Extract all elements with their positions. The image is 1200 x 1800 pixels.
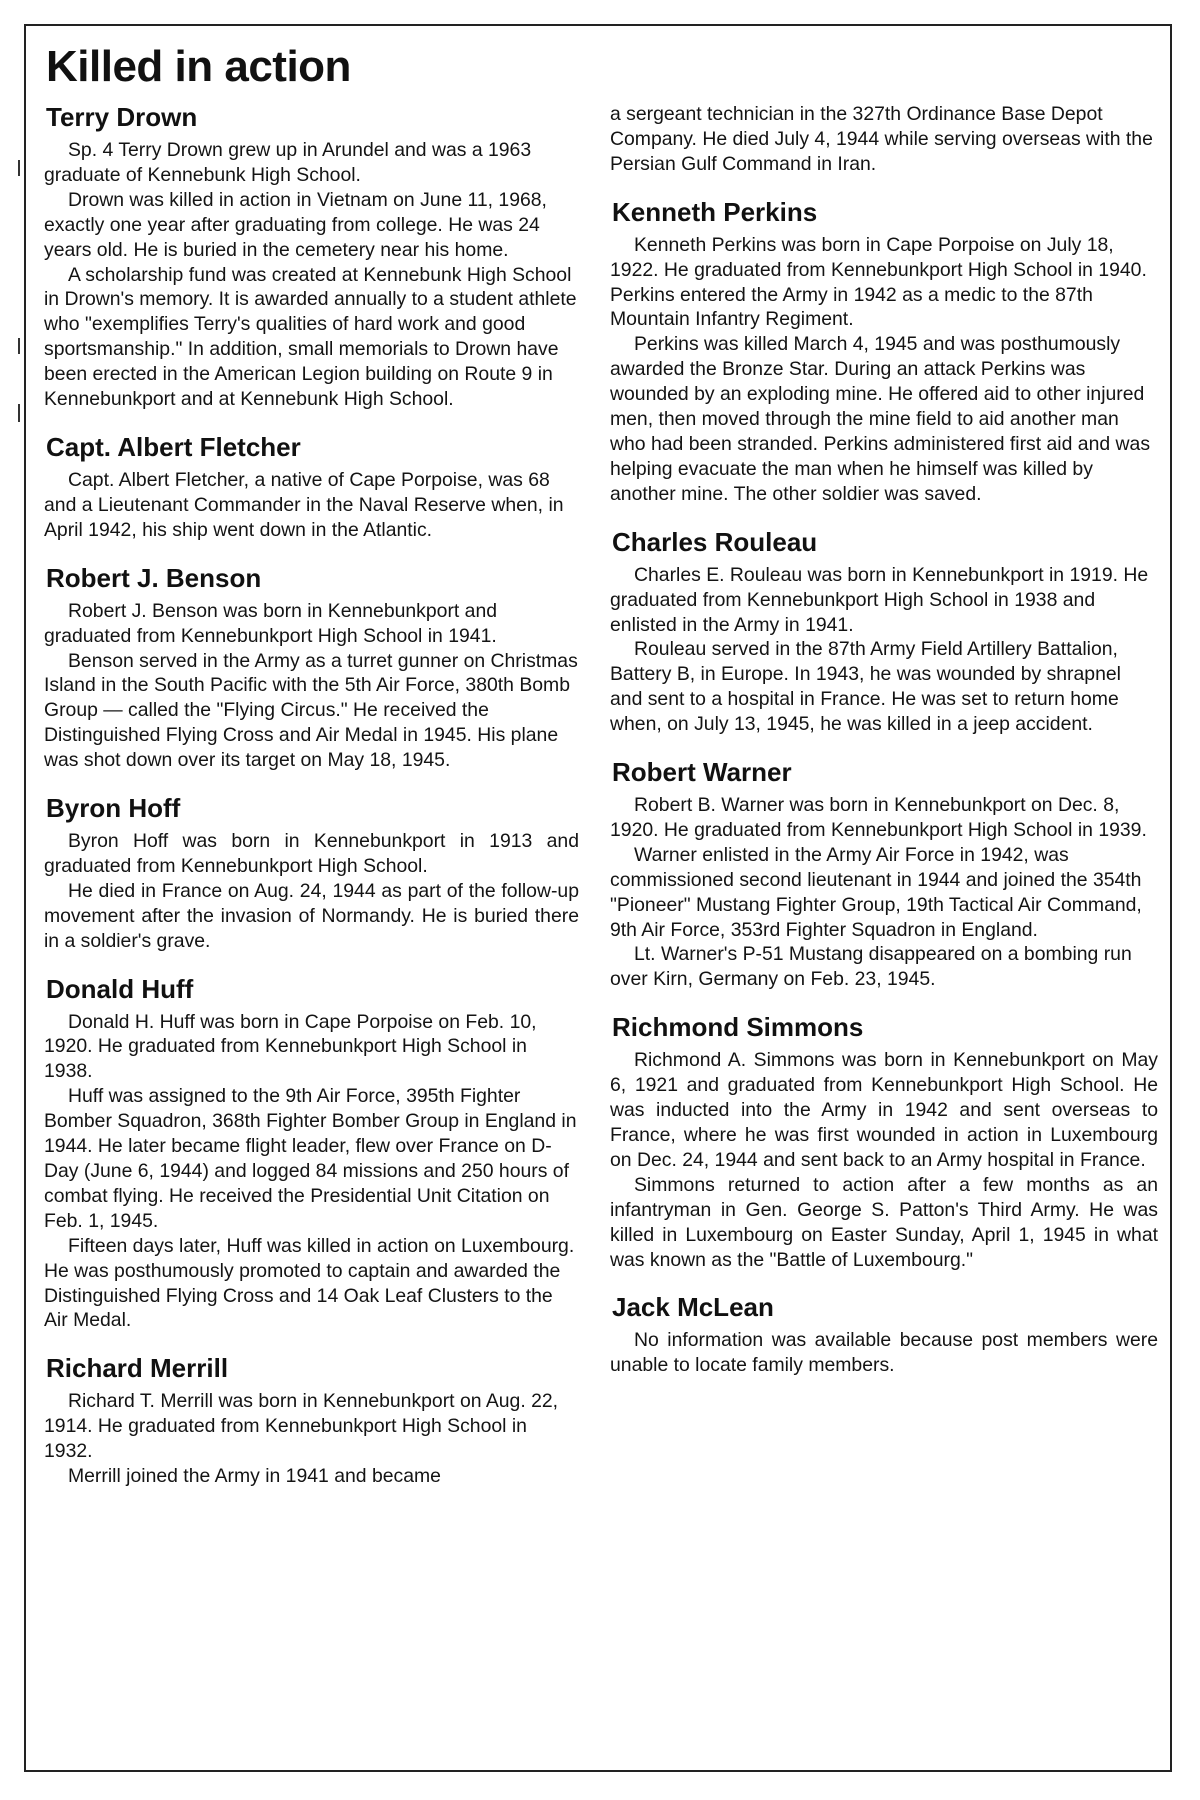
entry-paragraph: Kenneth Perkins was born in Cape Porpoise on July 18, 1922. He graduated from Kennebunkport High School in 1940. Perkins entered the Army in 1942 as a medic to the 87th Mountain Infantry Regiment. [610, 233, 1147, 331]
entry-name: Byron Hoff [46, 793, 181, 824]
entry-paragraph: Benson served in the Army as a turret gunner on Christmas Island in the South Pacific with the 5th Air Force, 380th Bomb Group — called the "Flying Circus." He received the Distinguished Flying Cross and Air Medal in 1945. His plane was shot down over its target on May 18, 1945. [44, 649, 578, 772]
memorial-entry [44, 793, 579, 954]
memorial-entry [610, 1012, 1158, 1272]
entry-paragraph: He died in France on Aug. 24, 1944 as part of the follow-up movement after the invasion of Normandy. He is buried there in a soldier's grave. [44, 879, 579, 952]
entry-name: Jack McLean [612, 1292, 774, 1323]
entry-paragraph: Byron Hoff was born in Kennebunkport in 1913 and graduated from Kennebunkport High School. [44, 830, 579, 877]
entry-paragraph: Perkins was killed March 4, 1945 and was posthumously awarded the Bronze Star. During an attack Perkins was wounded by an exploding mine. He offered aid to other injured men, then moved through the mine field to aid another man who had been stranded. Perkins administered first aid and was helping evacuate the man when he himself was killed by another mine. The other soldier was saved. [610, 333, 1151, 505]
entry-paragraph: A scholarship fund was created at Kennebunk High School in Drown's memory. It is awarded annually to a student athlete who "exemplifies Terry's qualities of hard work and good sportsmanship." In addition, small memorials to Drown have been erected in the American Legion building on Route 9 in Kennebunkport and at Kennebunk High School. [44, 263, 577, 411]
entry-paragraph: Richmond A. Simmons was born in Kennebunkport on May 6, 1921 and graduated from Kennebunkport High School. He was inducted into the Army in 1942 and sent overseas to France, where he was first wounded in action in Luxembourg on Dec. 24, 1944 and sent back to an Army hospital in France. [610, 1049, 1158, 1171]
entry-paragraph: Simmons returned to action after a few months as an infantryman in Gen. George S. Patton's Third Army. He was killed in Luxembourg on Easter Sunday, April 1, 1945 in what was known as the "Battle of Luxembourg." [610, 1173, 1158, 1271]
memorial-entry [44, 563, 579, 773]
entry-paragraph: Sp. 4 Terry Drown grew up in Arundel and was a 1963 graduate of Kennebunk High School. [44, 139, 532, 186]
margin-mark [18, 404, 20, 422]
entry-paragraph: Merrill joined the Army in 1941 and became [68, 1465, 441, 1488]
entry-name: Robert Warner [612, 757, 792, 788]
entry-paragraph: Lt. Warner's P-51 Mustang disappeared on a bombing run over Kirn, Germany on Feb. 23, 1945. [610, 943, 1132, 991]
entry-name: Capt. Albert Fletcher [46, 431, 301, 462]
entry-name: Richard Merrill [46, 1353, 229, 1384]
margin-mark [18, 160, 20, 176]
entry-paragraph: Fifteen days later, Huff was killed in action on Luxembourg. He was posthumously promoted to captain and awarded the Distinguished Flying Cross and 14 Oak Leaf Clusters to the Air Medal. [44, 1234, 575, 1332]
entry-name: Terry Drown [46, 102, 198, 132]
memorial-entry [610, 757, 1158, 992]
entry-paragraph: Robert J. Benson was born in Kennebunkport and graduated from Kennebunkport High School in 1941. [44, 599, 498, 647]
memorial-entry [44, 1353, 579, 1489]
entry-paragraph: Donald H. Huff was born in Cape Porpoise on Feb. 10, 1920. He graduated from Kennebunkport High School in 1938. [44, 1010, 537, 1083]
entry-name: Kenneth Perkins [612, 196, 818, 227]
memorial-entry [610, 102, 1158, 177]
entry-name: Charles Rouleau [612, 526, 818, 557]
entry-paragraph: Huff was assigned to the 9th Air Force, 395th Fighter Bomber Squadron, 368th Fighter Bomber Group in England in 1944. He later became flight leader, flew over France on D-Day (June 6, 1944) and logged 84 missions and 250 hours of combat flying. He received the Presidential Unit Citation on Feb. 1, 1945. [44, 1085, 577, 1232]
entry-name: Robert J. Benson [46, 562, 262, 593]
memorial-entry [610, 527, 1158, 737]
memorial-entry [44, 102, 579, 412]
entry-paragraph: Capt. Albert Fletcher, a native of Cape Porpoise, was 68 and a Lieutenant Commander in the Naval Reserve when, in April 1942, his ship went down in the Atlantic. [44, 468, 564, 541]
left-column [44, 102, 579, 1509]
right-column [610, 102, 1158, 1398]
entry-paragraph: Rouleau served in the 87th Army Field Artillery Battalion, Battery B, in Europe. In 1943, he was wounded by shrapnel and sent to a hospital in France. He was set to return home when, on July 13, 1945, he was killed in a jeep accident. [610, 638, 1121, 736]
memorial-entry [610, 197, 1158, 507]
entry-name: Richmond Simmons [612, 1012, 864, 1043]
article-headline: Killed in action [46, 42, 351, 91]
memorial-entry [44, 974, 579, 1334]
memorial-entry [610, 1292, 1158, 1378]
margin-mark [18, 338, 20, 354]
entry-name: Donald Huff [46, 973, 194, 1004]
entry-paragraph: Robert B. Warner was born in Kennebunkport on Dec. 8, 1920. He graduated from Kennebunkport High School in 1939. [610, 794, 1147, 841]
entry-paragraph: Drown was killed in action in Vietnam on June 11, 1968, exactly one year after graduating from college. He was 24 years old. He is buried in the cemetery near his home. [44, 188, 547, 261]
entry-paragraph: Charles E. Rouleau was born in Kennebunkport in 1919. He graduated from Kennebunkport High School in 1938 and enlisted in the Army in 1941. [610, 563, 1149, 636]
entry-paragraph: Richard T. Merrill was born in Kennebunkport on Aug. 22, 1914. He graduated from Kennebunkport High School in 1932. [44, 1390, 559, 1463]
entry-paragraph: No information was available because post members were unable to locate family members. [610, 1329, 1158, 1377]
entry-paragraph: a sergeant technician in the 327th Ordinance Base Depot Company. He died July 4, 1944 while serving overseas with the Persian Gulf Command in Iran. [610, 103, 1153, 175]
memorial-entry [44, 432, 579, 543]
entry-paragraph: Warner enlisted in the Army Air Force in 1942, was commissioned second lieutenant in 1944 and joined the 354th "Pioneer" Mustang Fighter Group, 19th Tactical Air Command, 9th Air Force, 353rd Fighter Squadron in England. [610, 843, 1142, 941]
